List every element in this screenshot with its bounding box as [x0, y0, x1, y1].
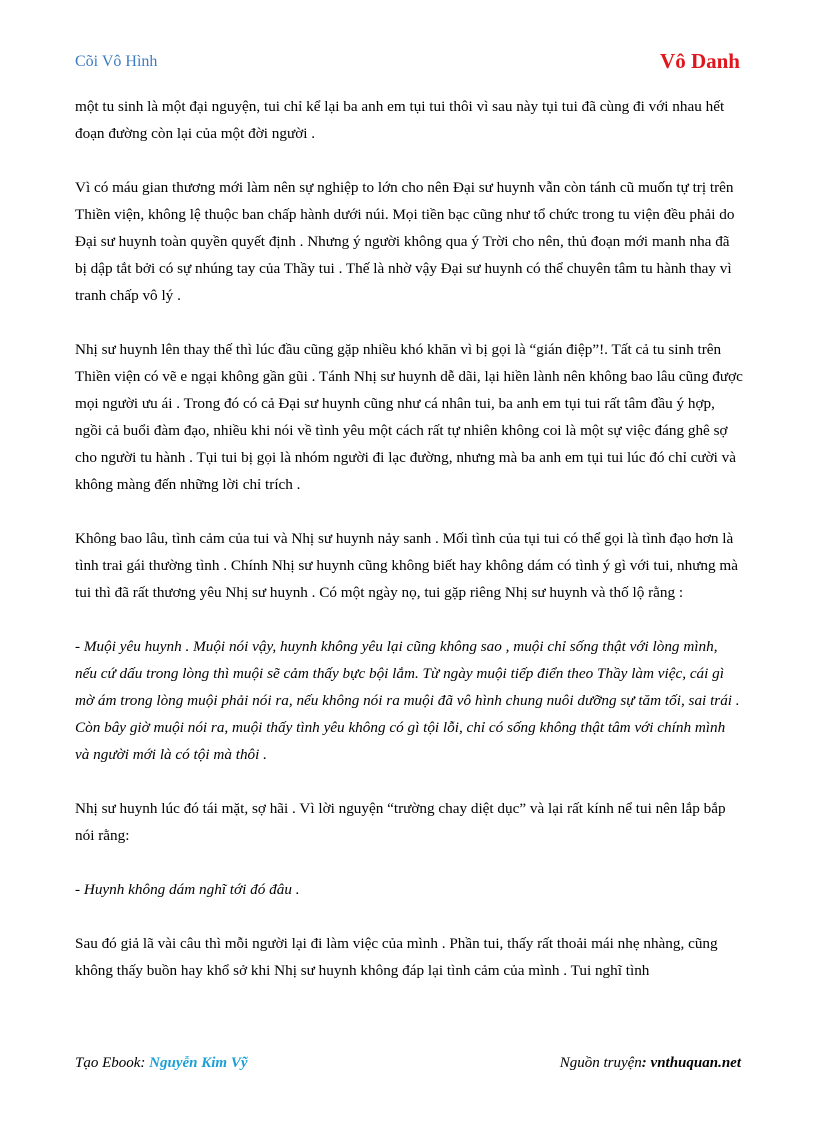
dialogue-paragraph: - Muội yêu huynh . Muội nói vậy, huynh không yêu lại cũng không sao , muội chỉ sống thật với lòng mình, nếu cứ dấu trong lòng thì muội sẽ cảm thấy bực bội lắm. Từ ngày muội tiếp điển theo Thầy làm việc, cái gì mờ ám trong lòng muội phải nói ra, nếu không nói ra muội đã vô hình chung nuôi dưỡng sự tăm tối, sai trái . Còn bây giờ muội nói ra, muội thấy tình yêu không có gì tội lỗi, chỉ có sống không thật tâm với chính mình và người mới là có tội mà thôi . [75, 638, 740, 763]
ebook-author: Nguyễn Kim Vỹ [149, 1055, 248, 1071]
author-name: Vô Danh [660, 49, 740, 73]
page-body [75, 93, 743, 1011]
book-title: Cõi Vô Hình [75, 53, 158, 70]
dialogue-paragraph: - Huynh không dám nghĩ tới đó đâu . [75, 881, 300, 898]
paragraph: một tu sinh là một đại nguyện, tui chỉ kể lại ba anh em tụi tui thôi vì sau này tụi tui đã cùng đi với nhau hết đoạn đường còn lại của một đời người . [75, 98, 725, 142]
ebook-credit: Tạo Ebook: Nguyễn Kim Vỹ [75, 1055, 248, 1071]
paragraph: Nhị sư huynh lên thay thế thì lúc đầu cũng gặp nhiều khó khăn vì bị gọi là “gián điệp”!. Tất cả tu sinh trên Thiền viện có vẽ e ngại không gần gũi . Tánh Nhị sư huynh dễ dãi, lại hiền lành nên không bao lâu cũng được mọi người ưu ái . Trong đó có cả Đại sư huynh cũng như cá nhân tui, ba anh em tụi tui rất tâm đầu ý hợp, ngồi cả buổi đàm đạo, nhiều khi nói về tình yêu một cách rất tự nhiên không coi là một sự việc đáng ghê sợ cho người tu hành . Tụi tui bị gọi là nhóm người đi lạc đường, nhưng mà ba anh em tụi tui lúc đó chỉ cười và không màng đến những lời chỉ trích . [75, 341, 743, 493]
source-site: vnthuquan.net [650, 1055, 741, 1071]
paragraph: Nhị sư huynh lúc đó tái mặt, sợ hãi . Vì lời nguyện “trường chay diệt dục” và lại rất kính nể tui nên lắp bắp nói rằng: [75, 800, 726, 844]
ebook-label: Tạo Ebook [75, 1055, 141, 1071]
paragraph: Không bao lâu, tình cảm của tui và Nhị sư huynh nảy sanh . Mối tình của tụi tui có thể gọi là tình đạo hơn là tình trai gái thường tình . Chính Nhị sư huynh cũng không biết hay không dám có tình ý gì với tui, nhưng mà tui thì đã rất thương yêu Nhị sư huynh . Có một ngày nọ, tui gặp riêng Nhị sư huynh và thố lộ rằng : [75, 530, 738, 601]
paragraph: Sau đó giả lã vài câu thì mỗi người lại đi làm việc của mình . Phần tui, thấy rất thoải mái nhẹ nhàng, cũng không thấy buồn hay khổ sở khi Nhị sư huynh không đáp lại tình cảm của mình . Tui nghĩ tình [75, 935, 718, 979]
source-credit: Nguồn truyện: vnthuquan.net [559, 1055, 741, 1071]
source-label: Nguồn truyện [559, 1055, 642, 1071]
paragraph: Vì có máu gian thương mới làm nên sự nghiệp to lớn cho nên Đại sư huynh vẫn còn tánh cũ muốn tự trị trên Thiền viện, không lệ thuộc ban chấp hành dưới núi. Mọi tiền bạc cũng như tổ chức trong tu viện đều phải do Đại sư huynh toàn quyền quyết định . Nhưng ý người không qua ý Trời cho nên, thủ đoạn mới manh nha đã bị dập tắt bởi có sự nhúng tay của Thầy tui . Thế là nhờ vậy Đại sư huynh có thể chuyên tâm tu hành thay vì tranh chấp vô lý . [75, 179, 735, 304]
